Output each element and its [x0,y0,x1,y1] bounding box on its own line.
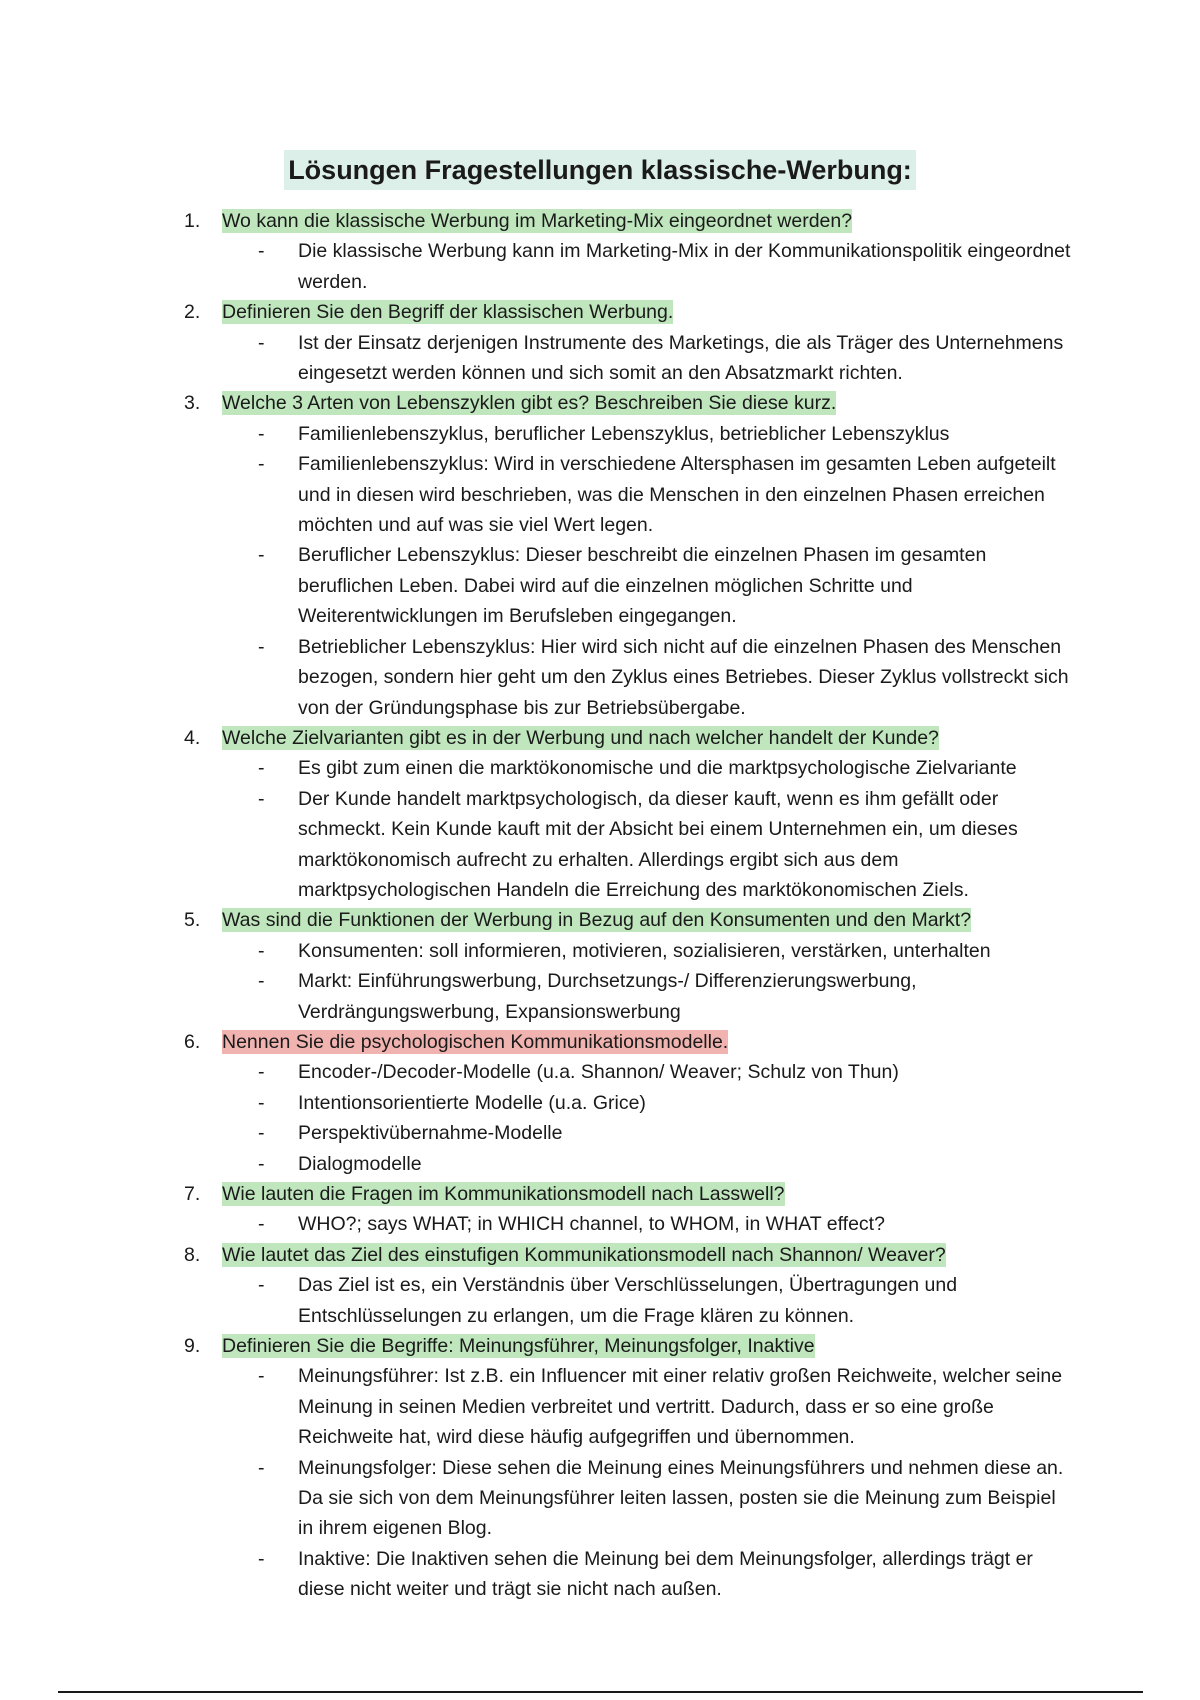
dash-bullet: - [258,422,265,445]
answer-text: Perspektivübernahme-Modelle [298,1122,563,1145]
answer-text: Familienlebenszyklus: Wird in verschiedene Altersphasen im gesamten Leben aufgeteilt und in diesen wird beschrieben, was die Menschen in den einzelnen Phasen erreichen möchten und auf was sie viel Wert legen. [298,453,1056,537]
question-block [184,1240,1084,1331]
dash-bullet: - [258,1122,265,1145]
question-number: 9. [184,1335,201,1358]
dash-bullet: - [258,1547,265,1570]
dash-bullet: - [258,757,265,780]
answer-item [184,1057,1084,1087]
answer-text: Betrieblicher Lebenszyklus: Hier wird sich nicht auf die einzelnen Phasen des Menschen bezogen, sondern hier geht um den Zyklus eines Betriebes. Dieser Zyklus vollstreckt sich von der Gründungsphase bis zur Betriebsübergabe. [298,635,1069,719]
answer-text: Encoder-/Decoder-Modelle (u.a. Shannon/ Weaver; Schulz von Thun) [298,1061,899,1084]
question-text-wrapper [222,1331,1084,1361]
dash-bullet: - [258,1152,265,1175]
question-number: 3. [184,392,201,415]
question-text-wrapper [222,905,1084,935]
question [184,723,1084,753]
dash-bullet: - [258,1091,265,1114]
question-block [184,206,1084,297]
question-block [184,723,1084,905]
answer-text: Ist der Einsatz derjenigen Instrumente des Marketings, die als Träger des Unternehmens eingesetzt werden können und sich somit an den Absatzmarkt richten. [298,331,1064,385]
question-text-wrapper [222,1179,1084,1209]
dash-bullet: - [258,1213,265,1236]
answer-text: WHO?; says WHAT; in WHICH channel, to WHOM, in WHAT effect? [298,1213,885,1236]
answer-text: Der Kunde handelt marktpsychologisch, da dieser kauft, wenn es ihm gefällt oder schmeckt. Kein Kunde kauft mit der Absicht bei einem Unternehmen ein, um dieses marktökonomisch aufrecht zu erhalten. Allerdings ergibt sich aus dem marktpsychologischen Handeln die Erreichung des marktökonomischen Ziels. [298,787,1018,901]
question-number: 8. [184,1243,201,1266]
question-block [184,905,1084,1027]
question-text-wrapper [222,206,1084,236]
question-text-wrapper [222,297,1084,327]
question-text: Welche Zielvarianten gibt es in der Werbung und nach welcher handelt der Kunde? [222,726,939,749]
answer-item [184,1118,1084,1148]
answer-item [184,1270,1084,1331]
answer-list [184,936,1084,1027]
dash-bullet: - [258,453,265,476]
question [184,1027,1084,1057]
question-text-wrapper [222,723,1084,753]
question [184,1179,1084,1209]
answer-item [184,236,1084,297]
question-text-wrapper [222,1240,1084,1270]
question [184,1240,1084,1270]
question-number: 4. [184,726,201,749]
page-title: Lösungen Fragestellungen klassische-Werbung: [284,150,916,190]
dash-bullet: - [258,635,265,658]
answer-list [184,1057,1084,1179]
answer-item [184,1209,1084,1239]
question-block [184,1331,1084,1605]
answer-text: Konsumenten: soll informieren, motivieren, sozialisieren, verstärken, unterhalten [298,939,991,962]
question-text-wrapper [222,388,1084,418]
dash-bullet: - [258,1456,265,1479]
question-number: 6. [184,1030,201,1053]
dash-bullet: - [258,787,265,810]
answer-item [184,1149,1084,1179]
answer-item [184,449,1084,540]
answer-text: Es gibt zum einen die marktökonomische und die marktpsychologische Zielvariante [298,757,1017,780]
question [184,388,1084,418]
answer-text: Meinungsfolger: Diese sehen die Meinung eines Meinungsführers und nehmen diese an. Da sie sich von dem Meinungsführer leiten lassen, posten sie die Meinung zum Beispiel in ihrem eigenen Blog. [298,1456,1064,1540]
answer-list [184,328,1084,389]
question-number: 2. [184,301,201,324]
dash-bullet: - [258,1274,265,1297]
answer-list [184,419,1084,723]
answer-text: Die klassische Werbung kann im Marketing-Mix in der Kommunikationspolitik eingeordnet werden. [298,240,1071,293]
answer-item [184,1453,1084,1544]
dash-bullet: - [258,939,265,962]
answer-item [184,1088,1084,1118]
question-text: Wo kann die klassische Werbung im Marketing-Mix eingeordnet werden? [222,210,853,232]
dash-bullet: - [258,544,265,567]
question [184,905,1084,935]
answer-text: Intentionsorientierte Modelle (u.a. Grice) [298,1091,646,1114]
question-block [184,1027,1084,1179]
bottom-rule [58,1691,1143,1693]
answer-text: Markt: Einführungswerbung, Durchsetzungs-/ Differenzierungswerbung, Verdrängungswerbung, Expansionswerbung [298,970,917,1023]
question-text: Was sind die Funktionen der Werbung in Bezug auf den Konsumenten und den Markt? [222,909,972,932]
answer-item [184,419,1084,449]
answer-item [184,632,1084,723]
question-block [184,388,1084,722]
answer-list [184,753,1084,905]
question-text: Wie lauten die Fragen im Kommunikationsmodell nach Lasswell? [222,1183,785,1205]
answer-text: Inaktive: Die Inaktiven sehen die Meinung bei dem Meinungsfolger, allerdings trägt er diese nicht weiter und trägt sie nicht nach außen. [298,1547,1033,1601]
answer-text: Familienlebenszyklus, beruflicher Lebenszyklus, betrieblicher Lebenszyklus [298,422,950,445]
dash-bullet: - [258,240,265,263]
question-block [184,297,1084,388]
dash-bullet: - [258,331,265,354]
answer-list [184,1270,1084,1331]
dash-bullet: - [258,1061,265,1084]
answer-item [184,328,1084,389]
answer-text: Beruflicher Lebenszyklus: Dieser beschreibt die einzelnen Phasen im gesamten beruflichen Leben. Dabei wird auf die einzelnen möglichen Schritte und Weiterentwicklungen im Berufsleben eingegangen. [298,544,987,628]
question-text: Nennen Sie die psychologischen Kommunikationsmodelle. [222,1030,729,1053]
answer-list [184,1361,1084,1604]
answer-item [184,784,1084,906]
question-number: 7. [184,1183,201,1205]
answer-item [184,966,1084,1027]
answer-text: Meinungsführer: Ist z.B. ein Influencer mit einer relativ großen Reichweite, welcher seine Meinung in seinen Medien verbreitet und vertritt. Dadurch, dass er so eine große Reichweite hat, wird diese häufig aufgegriffen und übernommen. [298,1365,1063,1449]
answer-list [184,1209,1084,1239]
question-text: Welche 3 Arten von Lebenszyklen gibt es? Beschreiben Sie diese kurz. [222,392,837,415]
question-list [184,206,1084,1605]
answer-item [184,540,1084,631]
answer-item [184,936,1084,966]
dash-bullet: - [258,1365,265,1388]
question-block [184,1179,1084,1240]
answer-list [184,236,1084,297]
answer-item [184,753,1084,783]
answer-text: Dialogmodelle [298,1152,422,1175]
question-text: Definieren Sie die Begriffe: Meinungsführer, Meinungsfolger, Inaktive [222,1335,815,1358]
question-text-wrapper [222,1027,1084,1057]
dash-bullet: - [258,970,265,993]
answer-text: Das Ziel ist es, ein Verständnis über Verschlüsselungen, Übertragungen und Entschlüsselungen zu erlangen, um die Frage klären zu können. [298,1274,958,1327]
question [184,206,1084,236]
question-number: 5. [184,909,201,932]
title-wrapper [0,150,1200,190]
answer-item [184,1361,1084,1452]
question [184,297,1084,327]
question-text: Wie lautet das Ziel des einstufigen Kommunikationsmodell nach Shannon/ Weaver? [222,1243,946,1266]
question-text: Definieren Sie den Begriff der klassischen Werbung. [222,301,674,324]
question-number: 1. [184,210,201,232]
answer-item [184,1544,1084,1605]
question [184,1331,1084,1361]
